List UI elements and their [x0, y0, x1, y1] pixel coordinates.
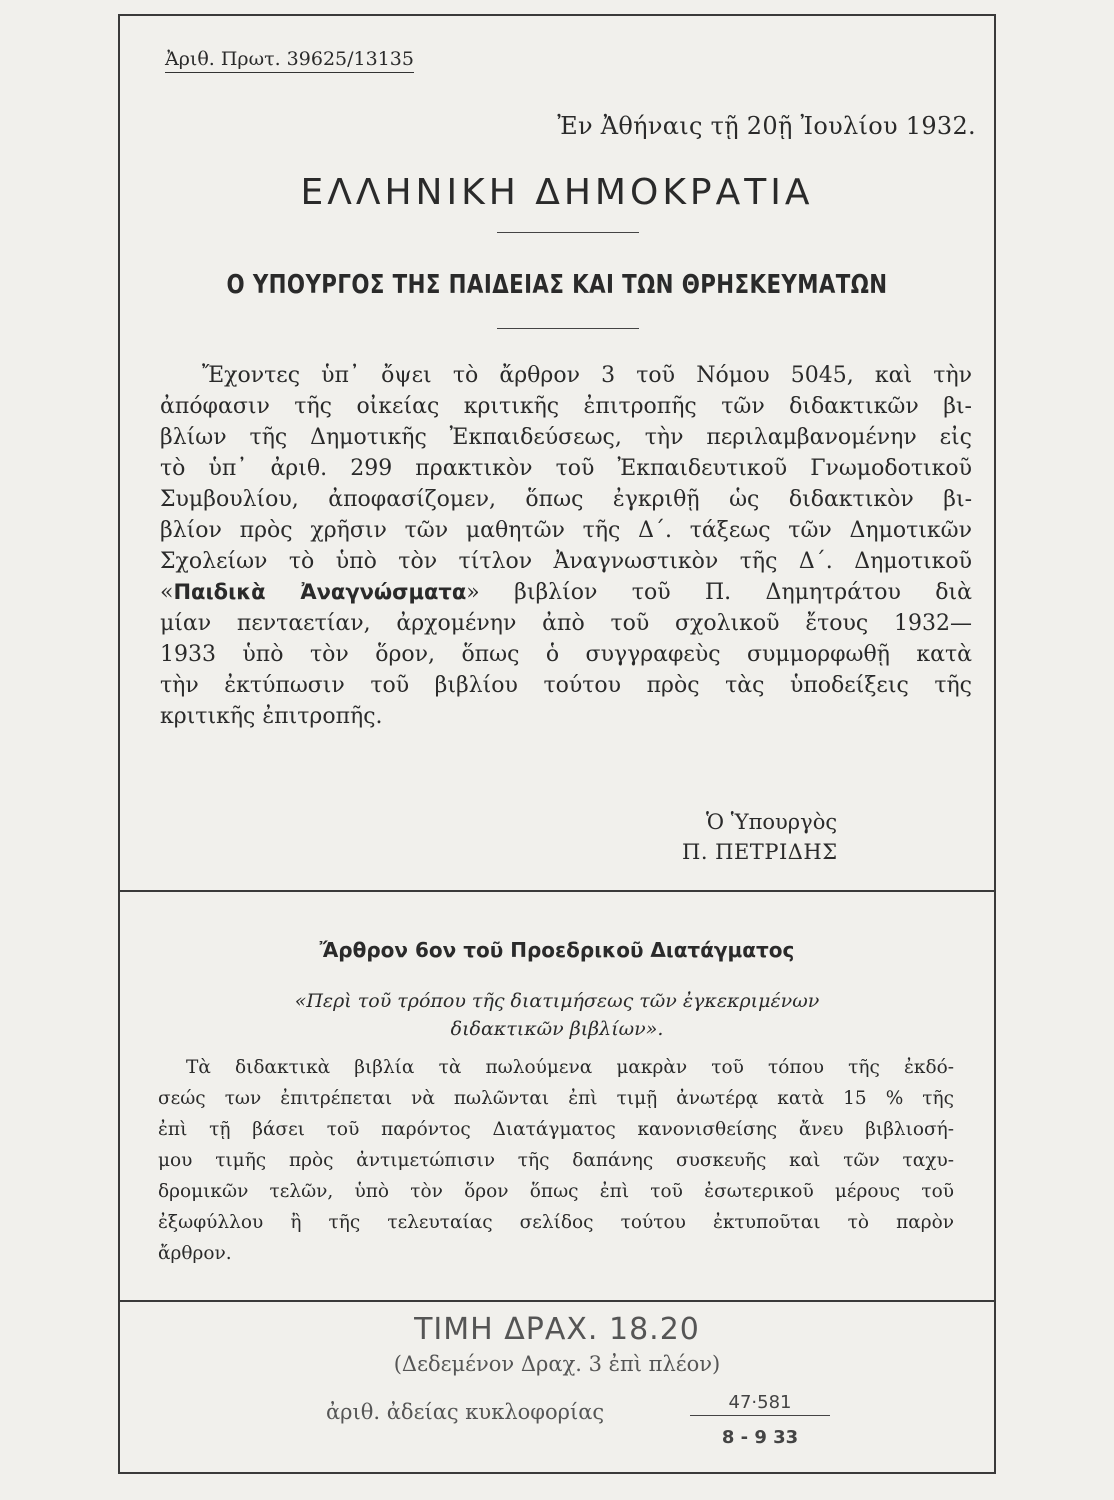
article-line: μου τιμῆς πρὸς ἀντιμετώπισιν τῆς δαπάνης συσκευῆς καὶ τῶν ταχυ- [158, 1150, 954, 1171]
signer-role: Ὁ Ὑπουργὸς [706, 810, 838, 834]
decree-text [160, 360, 972, 732]
quote-open: « [160, 580, 174, 605]
price-note: (Δεδεμένον Δραχ. 3 ἐπὶ πλέον) [393, 1352, 721, 1376]
republic-heading: ΕΛΛΗΝΙΚΗ ΔΗΜΟΚΡΑΤΙΑ [300, 172, 814, 213]
decree-line: Ἔχοντες ὑπ᾽ ὄψει τὸ ἄρθρον 3 τοῦ Νόμου 5045, καὶ τὴν [202, 363, 972, 388]
decree-line: 1933 ὑπὸ τὸν ὅρον, ὅπως ὁ συγγραφεὺς συμμορφωθῇ κατὰ [160, 642, 972, 667]
heading-rule-bottom [497, 328, 639, 329]
article-line: ἐξωφύλλου ἢ τῆς τελευταίας σελίδος τούτου ἐκτυποῦται τὸ παρὸν [158, 1212, 954, 1233]
decree-line: τὸ ὑπ᾽ ἀριθ. 299 πρακτικὸν τοῦ Ἐκπαιδευτικοῦ Γνωμοδοτικοῦ [160, 456, 972, 481]
article-subtitle-2: διδακτικῶν βιβλίων». [450, 1018, 664, 1040]
decree-line: ἀπόφασιν τῆς οἰκείας κριτικῆς ἐπιτροπῆς τῶν διδακτικῶν βι- [160, 394, 972, 419]
article-body [158, 1052, 954, 1269]
article-line: δρομικῶν τελῶν, ὑπὸ τὸν ὅρον ὅπως ἐπὶ τοῦ ἐσωτερικοῦ μέρους τοῦ [158, 1181, 954, 1202]
article-title: Ἄρθρον 6ον τοῦ Προεδρικοῦ Διατάγματος [319, 938, 795, 962]
license-date: 8 - 9 33 [721, 1427, 799, 1448]
article-line: Τὰ διδακτικὰ βιβλία τὰ πωλούμενα μακρὰν τοῦ τόπου τῆς ἐκδό- [186, 1057, 954, 1078]
price-stamp: ΤΙΜΗ ΔΡΑΧ. 18.20 [414, 1312, 700, 1347]
article-line: σεώς των ἐπιτρέπεται νὰ πωλῶνται ἐπὶ τιμῇ ἀνωτέρᾳ κατὰ 15 % τῆς [158, 1088, 954, 1109]
title-line-rest: » βιβλίον τοῦ Π. Δημητράτου διὰ [466, 580, 972, 605]
minister-heading: Ο ΥΠΟΥΡΓΟΣ ΤΗΣ ΠΑΙΔΕΙΑΣ ΚΑΙ ΤΩΝ ΘΡΗΣΚΕΥΜΑΤΩΝ [226, 270, 888, 300]
book-title: Παιδικὰ Ἀναγνώσματα [173, 580, 467, 604]
decree-line: κριτικῆς ἐπιτροπῆς. [160, 704, 383, 729]
article-line: ἐπὶ τῇ βάσει τοῦ παρόντος Διατάγματος κανονισθείσης ἄνευ βιβλιοσή- [158, 1119, 954, 1140]
protocol-number: Ἀριθ. Πρωτ. 39625/13135 [165, 48, 414, 73]
decree-line: Συμβουλίου, ἀποφασίζομεν, ὅπως ἐγκριθῇ ὡς διδακτικὸν βι- [160, 487, 972, 512]
decree-line: βλίων τῆς Δημοτικῆς Ἐκπαιδεύσεως, τὴν περιλαμβανομένην εἰς [160, 425, 972, 450]
license-number: 47·581 [690, 1392, 830, 1416]
decree-date: Ἐν Ἀθήναις τῇ 20ῇ Ἰουλίου 1932. [557, 112, 976, 140]
article-subtitle-1: «Περὶ τοῦ τρόπου τῆς διατιμήσεως τῶν ἐγκεκριμένων [294, 990, 820, 1012]
price-divider [118, 1300, 996, 1302]
decree-title-line [160, 577, 972, 608]
license-label: ἀριθ. ἀδείας κυκλοφορίας [326, 1400, 605, 1424]
decree-line: τὴν ἐκτύπωσιν τοῦ βιβλίου τούτου πρὸς τὰς ὑποδείξεις τῆς [160, 673, 972, 698]
heading-rule-top [497, 232, 639, 233]
section-divider [118, 890, 996, 892]
decree-line: μίαν πενταετίαν, ἀρχομένην ἀπὸ τοῦ σχολικοῦ ἔτους 1932— [160, 611, 972, 636]
decree-line: βλίον πρὸς χρῆσιν τῶν μαθητῶν τῆς Δ΄. τάξεως τῶν Δημοτικῶν [160, 518, 972, 543]
article-line: ἄρθρον. [158, 1243, 232, 1264]
decree-line: Σχολείων τὸ ὑπὸ τὸν τίτλον Ἀναγνωστικὸν τῆς Δ΄. Δημοτικοῦ [160, 549, 972, 574]
signer-name: Π. ΠΕΤΡΙΔΗΣ [682, 840, 838, 864]
